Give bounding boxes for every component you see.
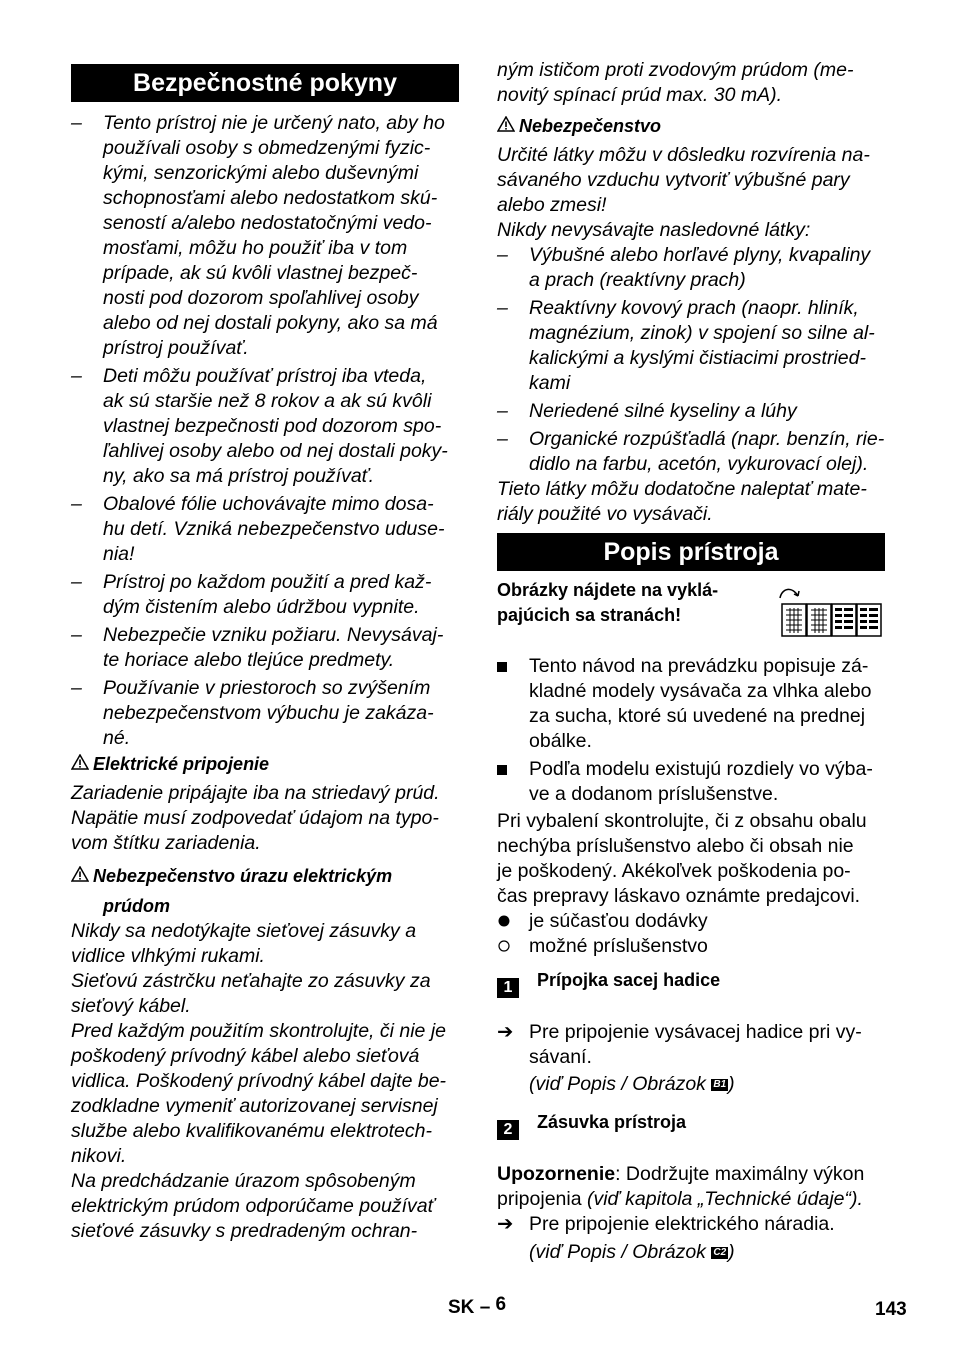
text-line: Pri vybalení skontrolujte, či z obsahu obalu xyxy=(497,810,867,832)
text-line: Zariadenie pripájajte iba na striedavý prúd. xyxy=(71,782,440,804)
dash-bullet: – xyxy=(497,400,508,422)
substance-note xyxy=(497,477,885,527)
model-notes-list xyxy=(497,654,885,810)
list-item-line: nosti pod dozorom spoľahlivej osoby xyxy=(103,287,419,309)
section-heading-safety: Bezpečnostné pokyny xyxy=(71,64,459,102)
list-item xyxy=(71,111,459,361)
warning-danger-title: Nebezpečenstvo xyxy=(519,116,662,136)
figure-ref-badge: C2 xyxy=(713,1246,727,1258)
list-item xyxy=(497,654,885,754)
warning-shock-title-1: Nebezpečenstvo úrazu elektrickým xyxy=(93,866,393,886)
substance-bullet-list xyxy=(497,243,885,480)
footer-section: SK – 6 xyxy=(448,1294,507,1318)
warning-triangle-icon xyxy=(71,861,93,891)
dash-bullet: – xyxy=(71,624,82,646)
list-item-line: alebo od nej dostali pokyny, ako sa má xyxy=(103,312,438,334)
warning-triangle-icon xyxy=(497,114,519,139)
item-1 xyxy=(497,968,885,998)
list-item-line: Deti môžu používať prístroj iba vteda, xyxy=(103,365,427,387)
section-heading-description: Popis prístroja xyxy=(497,533,885,571)
list-item-line: Tento prístroj nie je určený nato, aby ho xyxy=(103,112,445,134)
continued-text xyxy=(497,58,885,108)
item-number-badge: 1 xyxy=(497,978,519,998)
text-line: sávaného vzduchu vytvoriť výbušné pary xyxy=(497,169,850,191)
text-line: novitý spínací prúd max. 30 mA). xyxy=(497,84,783,106)
text-line: Nikdy nevysávajte nasledovné látky: xyxy=(497,219,811,241)
list-item-line: schopnosťami alebo nedostatkom skú- xyxy=(103,187,438,209)
list-item-line: prístroj používať. xyxy=(103,337,249,359)
list-item xyxy=(497,296,885,396)
list-item xyxy=(497,399,885,424)
list-item-line: dým čistením alebo údržbou vypnite. xyxy=(103,596,420,618)
list-item-line: magnézium, zinok) v spojení so silne al- xyxy=(529,322,875,344)
arrow-right-icon: ➔ xyxy=(497,1213,514,1235)
list-item-line: používali osoby s obmedzenými fyzic- xyxy=(103,137,431,159)
list-item-line: nia! xyxy=(103,543,135,565)
empty-circle-icon xyxy=(497,938,511,952)
text-line: je poškodený. Akékoľvek poškodenia po- xyxy=(497,860,851,882)
legend xyxy=(497,909,885,959)
text-line: Obrázky nájdete na vyklá- xyxy=(497,580,719,600)
figure-ref-badge: B1 xyxy=(713,1078,727,1090)
legend-optional xyxy=(497,934,885,959)
warning-triangle-icon xyxy=(71,752,93,777)
text-line: sieťové zásuvky s predradeným ochran- xyxy=(71,1220,418,1242)
text-line: zodkladne vymeniť autorizovanej servisnej xyxy=(71,1095,438,1117)
item-1-line: Pre pripojenie vysávacej hadice pri vy- xyxy=(529,1021,862,1043)
legend-included xyxy=(497,909,885,934)
list-item-line: kami xyxy=(529,372,571,394)
text-line: Určité látky môžu v dôsledku rozvírenia na- xyxy=(497,144,870,166)
arrow-right-icon: ➔ xyxy=(497,1021,514,1043)
dash-bullet: – xyxy=(71,112,82,134)
dash-bullet: – xyxy=(497,297,508,319)
list-item xyxy=(71,364,459,489)
text-line: Tieto látky môžu dodatočne naleptať mate- xyxy=(497,478,867,500)
item-1-text xyxy=(497,1020,885,1070)
text-line: vidlica. Poškodený prívodný kábel dajte be- xyxy=(71,1070,447,1092)
list-item-line: Výbušné alebo horľavé plyny, kvapaliny xyxy=(529,244,871,266)
dash-bullet: – xyxy=(71,677,82,699)
list-item xyxy=(497,243,885,293)
list-item-line: kalickými a kyslými čistiacimi prostried- xyxy=(529,347,866,369)
safety-bullet-list xyxy=(71,111,459,754)
item-1-line: sávaní. xyxy=(529,1046,592,1068)
dash-bullet: – xyxy=(497,428,508,450)
warning-electrical xyxy=(71,752,459,777)
text-line: poškodený prívodný kábel alebo sieťová xyxy=(71,1045,420,1067)
text-line: Napätie musí zodpovedať údajom na typo- xyxy=(71,807,439,829)
item-1-ref: (viď Popis / Obrázok B1 ) xyxy=(529,1073,735,1095)
warning-danger xyxy=(497,114,885,139)
text-line: nikovi. xyxy=(71,1145,127,1167)
dash-bullet: – xyxy=(497,244,508,266)
text-line: pajúcich sa stranách! xyxy=(497,605,682,625)
note-line-1: Upozornenie: Dodržujte maximálny výkon xyxy=(497,1163,865,1185)
list-item-line: te horiace alebo tlejúce predmety. xyxy=(103,649,395,671)
square-bullet-icon xyxy=(497,654,507,679)
text-line: riály použité vo vysávači. xyxy=(497,503,713,525)
item-2-title: Zásuvka prístroja xyxy=(537,1112,687,1132)
list-item-line: prípade, ak sú kvôli vlastnej bezpeč- xyxy=(103,262,418,284)
list-item-line: Podľa modelu existujú rozdiely vo výba- xyxy=(529,758,873,780)
list-item-line: Neriedené silné kyseliny a lúhy xyxy=(529,400,797,422)
list-item-line: né. xyxy=(103,727,131,749)
item-2 xyxy=(497,1110,885,1140)
dash-bullet: – xyxy=(71,571,82,593)
text-line: ným ističom proti zvodovým prúdom (me- xyxy=(497,59,854,81)
note-label: Upozornenie xyxy=(497,1163,616,1185)
list-item-line: Používanie v priestoroch so zvýšením xyxy=(103,677,431,699)
list-item-line: ľahlivej osoby alebo od nej dostali poky- xyxy=(103,440,448,462)
list-item-line: kými, senzorickými alebo duševnými xyxy=(103,162,419,184)
text-line: Sieťovú zástrčku neťahajte zo zásuvky za xyxy=(71,970,431,992)
list-item-line: Obalové fólie uchovávajte mimo dosa- xyxy=(103,493,434,515)
filled-circle-icon xyxy=(497,913,511,927)
dash-bullet: – xyxy=(71,493,82,515)
list-item-line: hu detí. Vzniká nebezpečenstvo uduse- xyxy=(103,518,445,540)
text-line: Nikdy sa nedotýkajte sieťovej zásuvky a xyxy=(71,920,417,942)
fold-out-pages-icon xyxy=(774,584,884,646)
item-2-ref: (viď Popis / Obrázok C2 ) xyxy=(529,1241,735,1263)
text-line: alebo zmesi! xyxy=(497,194,607,216)
list-item xyxy=(71,492,459,567)
text-line: Pred každým použitím skontrolujte, či nie je xyxy=(71,1020,446,1042)
list-item-line: Tento návod na prevádzku popisuje zá- xyxy=(529,655,869,677)
list-item xyxy=(497,757,885,807)
list-item-line: seností a/alebo nedostatočnými vedo- xyxy=(103,212,432,234)
legend-included-label: je súčasťou dodávky xyxy=(529,910,708,932)
text-line: Na predchádzanie úrazom spôsobeným xyxy=(71,1170,416,1192)
list-item-line: Prístroj po každom použití a pred kaž- xyxy=(103,571,432,593)
list-item-line: za sucha, ktoré sú uvedené na prednej xyxy=(529,705,866,727)
text-line: sieťový kábel. xyxy=(71,995,191,1017)
text-line: vom štítku zariadenia. xyxy=(71,832,261,854)
note-line-2: pripojenia (viď kapitola „Technické údaje“). xyxy=(497,1188,863,1210)
item-2-text: ➔ Pre pripojenie elektrického náradia. xyxy=(497,1213,835,1235)
list-item xyxy=(71,676,459,751)
warning-shock-text xyxy=(71,919,459,1244)
square-bullet-icon xyxy=(497,757,507,782)
list-item-line: Nebezpečie vzniku požiaru. Nevysávaj- xyxy=(103,624,444,646)
list-item-line: nebezpečenstvom výbuchu je zakáza- xyxy=(103,702,434,724)
list-item xyxy=(71,570,459,620)
dash-bullet: – xyxy=(71,365,82,387)
list-item xyxy=(71,623,459,673)
list-item-line: obálke. xyxy=(529,730,592,752)
list-item-line: didlo na farbu, acetón, vykurovací olej). xyxy=(529,453,869,475)
text-line: nechýba príslušenstvo alebo či obsah nie xyxy=(497,835,854,857)
list-item-line: Organické rozpúšťadlá (napr. benzín, rie- xyxy=(529,428,885,450)
list-item-line: ve a dodanom príslušenstve. xyxy=(529,783,779,805)
text-line: službe alebo kvalifikovanému elektrotech- xyxy=(71,1120,432,1142)
unpack-paragraph xyxy=(497,809,885,909)
list-item xyxy=(497,427,885,477)
fold-out-note xyxy=(497,578,757,628)
legend-optional-label: možné príslušenstvo xyxy=(529,935,708,957)
list-item-line: a prach (reaktívny prach) xyxy=(529,269,746,291)
warning-shock xyxy=(71,861,459,921)
list-item-line: ak sú staršie než 8 rokov a ak sú kvôli xyxy=(103,390,432,412)
warning-shock-title-2: prúdom xyxy=(103,896,170,916)
item-number-badge: 2 xyxy=(497,1120,519,1140)
list-item-line: ny, ako sa má prístroj používať. xyxy=(103,465,374,487)
list-item-line: mosťami, môžu ho použiť iba v tom xyxy=(103,237,408,259)
text-line: elektrickým prúdom odporúčame používať xyxy=(71,1195,435,1217)
text-line: vidlice vlhkými rukami. xyxy=(71,945,265,967)
warning-electrical-title: Elektrické pripojenie xyxy=(93,754,270,774)
page-number: 143 xyxy=(875,1299,907,1320)
warning-danger-text xyxy=(497,143,885,243)
warning-electrical-text xyxy=(71,781,459,856)
text-line: čas prepravy láskavo oznámte predajcovi. xyxy=(497,885,861,907)
list-item-line: vlastnej bezpečnosti pod dozorom spo- xyxy=(103,415,442,437)
list-item-line: kladné modely vysávača za vlhka alebo xyxy=(529,680,872,702)
list-item-line: Reaktívny kovový prach (naopr. hliník, xyxy=(529,297,859,319)
item-1-title: Prípojka sacej hadice xyxy=(537,970,721,990)
